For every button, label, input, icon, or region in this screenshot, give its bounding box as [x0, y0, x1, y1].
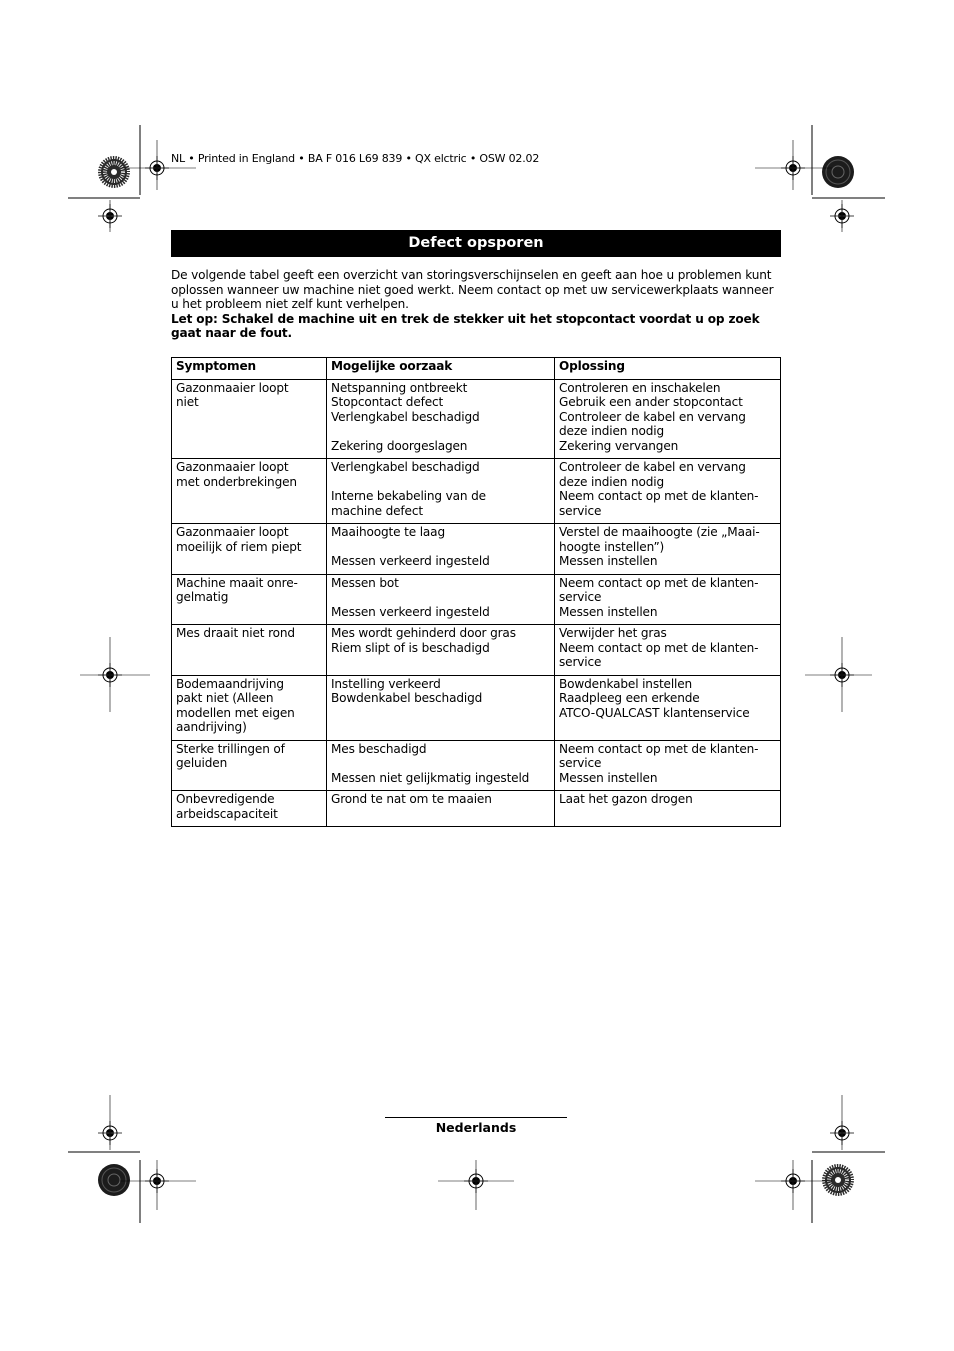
cell-line: modellen met eigen — [176, 705, 295, 720]
table-row — [172, 625, 781, 676]
cell-line: pakt niet (Alleen — [176, 691, 274, 705]
cell-line: Messen instellen — [559, 770, 658, 785]
header-symptoms: Symptomen — [172, 358, 327, 380]
cell-line: Netspanning ontbreekt — [331, 380, 468, 395]
cell-line: Zekering doorgeslagen — [331, 438, 468, 453]
safety-note: Let op: Schakel de machine uit en trek de stekker uit het stopcontact voordat u op zoek gaat naar de fout. — [171, 311, 760, 340]
table-row — [172, 740, 781, 791]
cell-line: service — [559, 655, 602, 669]
solution-cell — [555, 379, 781, 459]
cause-cell — [327, 574, 555, 625]
cell-line: Stopcontact defect — [331, 395, 444, 409]
cell-line: Messen niet gelijkmatig ingesteld — [331, 770, 530, 785]
cell-line: Neem contact op met de klanten- — [559, 741, 759, 756]
solution-cell — [555, 675, 781, 740]
cell-line: Riem slipt of is beschadigd — [331, 640, 490, 655]
cell-line: Onbevredigende — [176, 792, 275, 806]
symptom-cell — [172, 459, 327, 524]
solution-cell — [555, 524, 781, 575]
cell-line: Neem contact op met de klanten- — [559, 489, 759, 503]
cell-line: ATCO-QUALCAST klantenservice — [559, 705, 750, 720]
intro-text: De volgende tabel geeft een overzicht van storingsverschijnselen en geeft aan hoe u problemen kunt oplossen wanneer uw machine niet goed werkt. Neem contact op met uw servicewerkplaats wanneer u het probleem niet zelf kunt verhelpen. — [171, 268, 774, 311]
cell-line: Controleer de kabel en vervang — [559, 409, 746, 424]
header-solution: Oplossing — [555, 358, 781, 380]
cell-line: geluiden — [176, 756, 228, 770]
cell-line: aandrijving) — [176, 720, 247, 734]
cell-line — [331, 424, 550, 439]
cell-line — [331, 475, 550, 490]
symptom-cell — [172, 625, 327, 676]
symptom-cell — [172, 740, 327, 791]
table-row — [172, 574, 781, 625]
cell-line: Raadpleeg een erkende — [559, 691, 700, 705]
cause-cell — [327, 740, 555, 791]
cell-line: Mes draait niet rond — [176, 626, 295, 640]
cause-cell — [327, 625, 555, 676]
header-cause: Mogelijke oorzaak — [327, 358, 555, 380]
cell-line: deze indien nodig — [559, 474, 664, 489]
table-row — [172, 524, 781, 575]
table-header-row — [172, 358, 781, 380]
cell-line: Messen instellen — [559, 554, 658, 568]
cell-line: gelmatig — [176, 590, 229, 604]
cell-line: Controleer de kabel en vervang — [559, 460, 746, 474]
cell-line: deze indien nodig — [559, 424, 664, 438]
solution-cell — [555, 459, 781, 524]
cell-line: Bowdenkabel instellen — [559, 676, 693, 691]
cell-line: hoogte instellen”) — [559, 539, 665, 554]
cell-line: met onderbrekingen — [176, 474, 297, 489]
cell-line: Messen bot — [331, 575, 399, 590]
cause-cell — [327, 675, 555, 740]
cell-line: Gazonmaaier loopt — [176, 525, 289, 539]
cell-line: Zekering vervangen — [559, 438, 679, 453]
cell-line: Maaihoogte te laag — [331, 525, 445, 539]
cell-line: Gazonmaaier loopt — [176, 380, 289, 395]
cell-line: Neem contact op met de klanten- — [559, 640, 759, 655]
cell-line: Verstel de maaihoogte (zie „Maai- — [559, 525, 760, 539]
table-row — [172, 675, 781, 740]
table-body — [172, 379, 781, 827]
cell-line: Mes beschadigd — [331, 741, 427, 756]
cell-line: arbeidscapaciteit — [176, 806, 278, 821]
symptom-cell — [172, 675, 327, 740]
cell-line: Sterke trillingen of — [176, 741, 285, 756]
symptom-cell — [172, 574, 327, 625]
cell-line: Machine maait onre- — [176, 575, 298, 590]
cell-line: Verlengkabel beschadigd — [331, 409, 480, 424]
cell-line: Messen verkeerd ingesteld — [331, 604, 490, 619]
cell-line: Neem contact op met de klanten- — [559, 575, 759, 590]
footer-language: Nederlands — [435, 1120, 517, 1135]
cell-line: Gebruik een ander stopcontact — [559, 395, 743, 409]
troubleshooting-table — [171, 357, 781, 827]
solution-cell — [555, 625, 781, 676]
symptom-cell — [172, 791, 327, 827]
cell-line — [331, 540, 550, 555]
footer-rule — [385, 1117, 567, 1118]
cell-line: service — [559, 590, 602, 604]
print-info: NL • Printed in England • BA F 016 L69 839 • QX elctric • OSW 02.02 — [171, 152, 540, 165]
table-row — [172, 459, 781, 524]
cell-line: Instelling verkeerd — [331, 676, 441, 691]
cause-cell — [327, 791, 555, 827]
cell-line: machine defect — [331, 503, 423, 518]
table-row — [172, 791, 781, 827]
cell-line — [331, 590, 550, 605]
cell-line — [331, 756, 550, 771]
cell-line: Grond te nat om te maaien — [331, 792, 492, 806]
cell-line: Verwijder het gras — [559, 626, 667, 640]
cell-line: Messen instellen — [559, 604, 658, 619]
cell-line: Mes wordt gehinderd door gras — [331, 626, 516, 640]
cause-cell — [327, 524, 555, 575]
cause-cell — [327, 379, 555, 459]
cell-line: Gazonmaaier loopt — [176, 460, 289, 474]
cell-line: moeilijk of riem piept — [176, 539, 302, 554]
cell-line: niet — [176, 395, 199, 409]
cell-line: Messen verkeerd ingesteld — [331, 554, 490, 568]
page-title: Defect opsporen — [171, 230, 781, 257]
cell-line: Bowdenkabel beschadigd — [331, 691, 483, 705]
cell-line: Laat het gazon drogen — [559, 792, 693, 806]
cause-cell — [327, 459, 555, 524]
symptom-cell — [172, 379, 327, 459]
cell-line: Interne bekabeling van de — [331, 489, 486, 503]
intro-section — [171, 268, 783, 341]
solution-cell — [555, 740, 781, 791]
cell-line: Controleren en inschakelen — [559, 380, 721, 395]
solution-cell — [555, 574, 781, 625]
cell-line: Verlengkabel beschadigd — [331, 460, 480, 474]
symptom-cell — [172, 524, 327, 575]
cell-line: service — [559, 503, 602, 518]
cell-line: Bodemaandrijving — [176, 676, 284, 691]
table-row — [172, 379, 781, 459]
solution-cell — [555, 791, 781, 827]
cell-line: service — [559, 756, 602, 770]
